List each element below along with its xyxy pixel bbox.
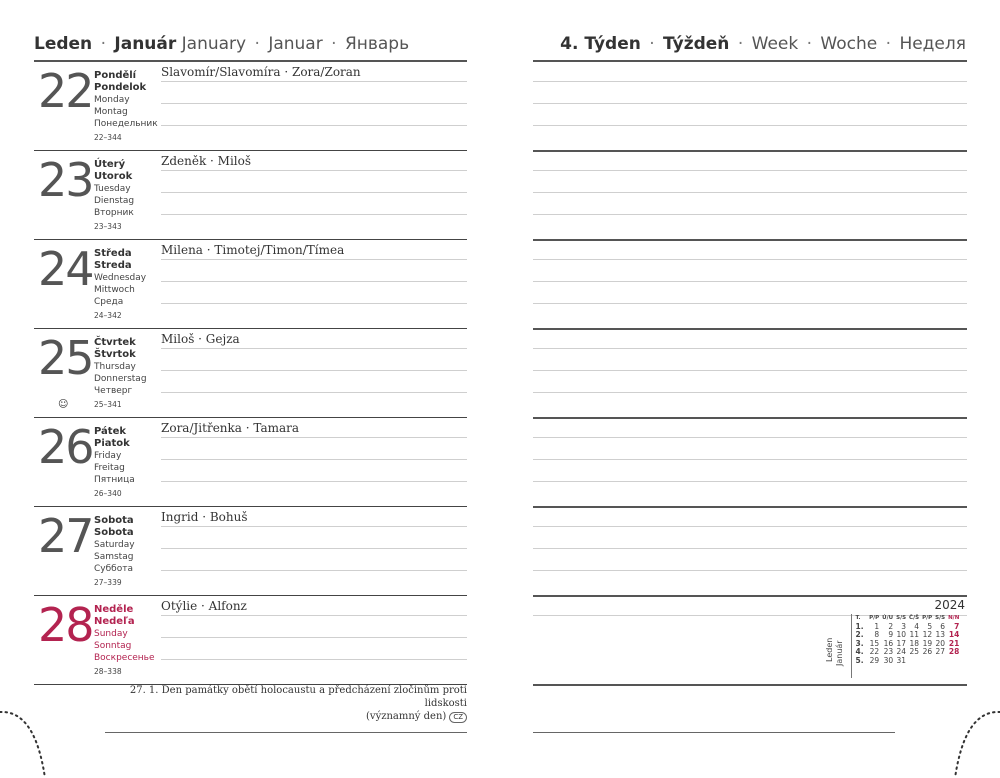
month-ru: Январь	[344, 34, 410, 54]
writing-line[interactable]	[161, 481, 467, 482]
day-row	[34, 62, 467, 151]
nameday-text: Zora/Jitřenka · Tamara	[161, 421, 300, 435]
calendar-day-cell: 5	[927, 621, 933, 631]
day-name-sk: Sobota	[94, 527, 134, 538]
writing-line[interactable]	[533, 370, 967, 371]
calendar-month-label	[820, 618, 850, 676]
day-of-year: 23–343	[94, 222, 122, 231]
section-divider	[533, 506, 967, 508]
calendar-divider	[851, 614, 852, 678]
day-name-en: Tuesday	[94, 184, 131, 194]
writing-line[interactable]	[533, 81, 967, 82]
day-names	[94, 515, 135, 589]
nameday-text: Ingrid · Bohuš	[161, 510, 248, 524]
writing-line[interactable]	[161, 637, 467, 638]
day-name-cz: Pátek	[94, 426, 127, 437]
day-of-year: 27–339	[94, 578, 122, 587]
day-name-sk: Piatok	[94, 438, 130, 449]
separator: ·	[649, 34, 655, 54]
week-ru: Неделя	[899, 34, 966, 54]
day-row	[34, 240, 467, 329]
writing-line[interactable]	[161, 570, 467, 571]
day-number: 23	[38, 153, 93, 207]
writing-line[interactable]	[533, 259, 967, 260]
week-de: Woche	[820, 34, 878, 54]
writing-line[interactable]	[533, 281, 967, 282]
month-sk: Január	[114, 34, 177, 54]
calendar-day-cell: 4	[914, 621, 920, 631]
week-en: Week	[751, 34, 799, 54]
nameday-text: Milena · Timotej/Timon/Tímea	[161, 243, 345, 257]
writing-line[interactable]	[161, 81, 467, 82]
day-row	[34, 596, 467, 685]
footer-rule	[105, 732, 467, 733]
writing-line[interactable]	[533, 103, 967, 104]
section-divider	[533, 239, 967, 241]
page-corner-dots	[940, 700, 1000, 778]
separator: ·	[806, 34, 813, 54]
calendar-header-cell: N/N	[948, 615, 960, 621]
calendar-day-cell: 20	[935, 638, 946, 648]
day-of-year: 22–344	[94, 133, 122, 142]
writing-line[interactable]	[161, 214, 467, 215]
day-name-de: Montag	[94, 107, 128, 117]
calendar-day-cell: 11	[909, 630, 920, 640]
day-name-cz: Pondělí	[94, 70, 137, 81]
calendar-day-cell: 30	[883, 655, 894, 665]
calendar-grid	[854, 614, 961, 666]
footnote-line-2: (významný den)	[366, 711, 447, 722]
separator: ·	[737, 34, 744, 54]
day-names	[94, 426, 135, 500]
mini-calendar	[820, 598, 967, 680]
section-divider	[533, 150, 967, 152]
calendar-day-cell: 21	[948, 638, 960, 648]
day-name-de: Dienstag	[94, 196, 135, 206]
writing-line[interactable]	[161, 548, 467, 549]
writing-line[interactable]	[533, 570, 967, 571]
week-cz: 4. Týden	[560, 34, 641, 54]
separator: ·	[331, 34, 337, 54]
writing-line[interactable]	[533, 481, 967, 482]
day-names	[94, 604, 155, 678]
calendar-month-sk: Január	[835, 640, 844, 666]
day-name-ru: Среда	[94, 297, 124, 307]
day-name-ru: Воскресенье	[94, 653, 155, 663]
day-name-ru: Вторник	[94, 208, 134, 218]
day-name-en: Friday	[94, 451, 122, 461]
calendar-day-cell	[947, 657, 961, 666]
calendar-day-cell	[934, 657, 947, 666]
writing-line[interactable]	[533, 303, 967, 304]
writing-line[interactable]	[161, 615, 467, 616]
separator: ·	[100, 34, 106, 54]
cz-badge: CZ	[449, 712, 467, 723]
right-page	[500, 0, 1000, 778]
calendar-day-cell	[921, 657, 934, 666]
nameday-text: Slavomír/Slavomíra · Zora/Zoran	[161, 65, 361, 79]
writing-line[interactable]	[161, 437, 467, 438]
calendar-year: 2024	[934, 598, 965, 612]
day-row	[34, 151, 467, 240]
writing-line[interactable]	[533, 548, 967, 549]
writing-line[interactable]	[161, 259, 467, 260]
calendar-day-cell: 10	[896, 630, 907, 640]
day-number: 24	[38, 242, 93, 296]
footnote	[100, 684, 467, 723]
writing-line[interactable]	[161, 348, 467, 349]
footer-rule	[533, 732, 895, 733]
calendar-day-cell: 3	[901, 621, 907, 631]
calendar-header-cell: S/S	[896, 615, 907, 621]
calendar-day-cell: 16	[883, 638, 894, 648]
day-name-cz: Sobota	[94, 515, 134, 526]
writing-line[interactable]	[161, 125, 467, 126]
footnote-line-1: 27. 1. Den památky obětí holocaustu a předcházení zločinům proti lidskosti	[129, 685, 467, 709]
day-name-de: Freitag	[94, 463, 125, 473]
calendar-day-cell: 31	[896, 655, 907, 665]
section-divider	[533, 417, 967, 419]
writing-line[interactable]	[161, 192, 467, 193]
calendar-header-cell: Ú/U	[882, 615, 894, 621]
header-rule	[533, 60, 967, 62]
day-of-year: 25–341	[94, 400, 122, 409]
calendar-header-cell: S/S	[935, 615, 946, 621]
calendar-header-cell: P/P	[922, 615, 933, 621]
writing-line[interactable]	[161, 303, 467, 304]
calendar-day-cell: 17	[896, 638, 907, 648]
calendar-day-cell: 24	[896, 647, 907, 657]
week-header	[560, 34, 966, 54]
calendar-day-cell: 26	[922, 647, 933, 657]
day-name-ru: Пятница	[94, 475, 135, 485]
writing-line[interactable]	[533, 526, 967, 527]
calendar-day-cell: 29	[869, 655, 880, 665]
day-name-en: Monday	[94, 95, 130, 105]
day-name-ru: Понедельник	[94, 119, 158, 129]
calendar-day-cell: 12	[922, 630, 933, 640]
calendar-header-cell: T.	[855, 615, 861, 621]
calendar-day-cell: 18	[909, 638, 920, 648]
calendar-day-cell: 13	[935, 630, 946, 640]
calendar-header-cell: Č/Š	[909, 615, 920, 621]
writing-line[interactable]	[533, 170, 967, 171]
day-name-en: Wednesday	[94, 273, 147, 283]
day-of-year: 26–340	[94, 489, 122, 498]
calendar-day-cell: 27	[935, 647, 946, 657]
day-row	[34, 329, 467, 418]
writing-line[interactable]	[161, 103, 467, 104]
section-divider	[533, 595, 967, 597]
day-name-en: Sunday	[94, 629, 128, 639]
day-of-year: 24–342	[94, 311, 122, 320]
separator: ·	[885, 34, 892, 54]
nameday-text: Miloš · Gejza	[161, 332, 240, 346]
writing-line[interactable]	[161, 526, 467, 527]
calendar-week-number: 3.	[855, 638, 864, 648]
moon-phase-icon: ☺	[58, 399, 69, 410]
writing-line[interactable]	[533, 392, 967, 393]
writing-line[interactable]	[161, 370, 467, 371]
day-names	[94, 248, 146, 322]
separator: ·	[254, 34, 260, 54]
calendar-day-cell: 8	[874, 630, 880, 640]
writing-line[interactable]	[161, 170, 467, 171]
calendar-day-cell: 7	[954, 621, 960, 631]
writing-line[interactable]	[161, 659, 467, 660]
day-name-de: Donnerstag	[94, 374, 147, 384]
calendar-week-number: 4.	[855, 647, 864, 657]
writing-line[interactable]	[161, 392, 467, 393]
day-number: 27	[38, 509, 93, 563]
calendar-week-number: 2.	[855, 630, 864, 640]
day-name-sk: Streda	[94, 260, 132, 271]
day-name-sk: Pondelok	[94, 82, 147, 93]
calendar-day-cell: 15	[869, 638, 880, 648]
calendar-day-cell: 14	[948, 630, 960, 640]
month-header	[34, 34, 409, 54]
calendar-header-cell: P/P	[869, 615, 880, 621]
calendar-day-cell: 22	[869, 647, 880, 657]
month-de: Januar	[268, 34, 323, 54]
day-of-year: 28–338	[94, 667, 122, 676]
calendar-day-cell: 28	[948, 647, 960, 657]
day-name-sk: Nedeľa	[94, 616, 135, 627]
writing-line[interactable]	[533, 192, 967, 193]
day-row	[34, 507, 467, 596]
day-number: 26	[38, 420, 93, 474]
calendar-month-cz: Leden	[825, 637, 834, 662]
day-names	[94, 337, 147, 411]
calendar-week-number: 5.	[855, 655, 864, 665]
calendar-day-cell: 9	[888, 630, 894, 640]
calendar-day-cell: 19	[922, 638, 933, 648]
section-divider	[533, 684, 967, 686]
page-corner-dots	[0, 700, 60, 778]
month-cz: Leden	[34, 34, 93, 54]
day-row	[34, 418, 467, 507]
day-name-en: Thursday	[94, 362, 136, 372]
writing-line[interactable]	[533, 125, 967, 126]
day-number: 25	[38, 331, 93, 385]
day-name-de: Mittwoch	[94, 285, 135, 295]
writing-line[interactable]	[533, 437, 967, 438]
day-name-sk: Štvrtok	[94, 349, 136, 360]
day-name-ru: Суббота	[94, 564, 133, 574]
day-names	[94, 70, 158, 144]
calendar-day-cell: 1	[874, 621, 880, 631]
day-name-de: Samstag	[94, 552, 134, 562]
day-name-ru: Четверг	[94, 386, 133, 396]
writing-line[interactable]	[161, 281, 467, 282]
day-name-cz: Středa	[94, 248, 132, 259]
writing-line[interactable]	[533, 214, 967, 215]
calendar-day-cell	[908, 657, 921, 666]
writing-line[interactable]	[533, 348, 967, 349]
day-name-cz: Čtvrtek	[94, 337, 136, 348]
calendar-day-cell: 6	[940, 621, 946, 631]
day-name-de: Sonntag	[94, 641, 132, 651]
day-number: 28	[38, 598, 93, 652]
calendar-week-row	[854, 657, 961, 666]
calendar-week-number: 1.	[855, 621, 864, 631]
day-name-sk: Utorok	[94, 171, 133, 182]
calendar-day-cell: 2	[888, 621, 894, 631]
nameday-text: Otýlie · Alfonz	[161, 599, 247, 613]
day-number: 22	[38, 64, 93, 118]
day-name-en: Saturday	[94, 540, 135, 550]
month-en: January	[181, 34, 247, 54]
section-divider	[533, 328, 967, 330]
calendar-day-cell: 25	[909, 647, 920, 657]
week-sk: Týždeň	[663, 34, 730, 54]
writing-line[interactable]	[161, 459, 467, 460]
day-names	[94, 159, 134, 233]
day-name-cz: Úterý	[94, 159, 126, 170]
nameday-text: Zdeněk · Miloš	[161, 154, 252, 168]
writing-line[interactable]	[533, 459, 967, 460]
calendar-day-cell: 23	[883, 647, 894, 657]
day-name-cz: Neděle	[94, 604, 134, 615]
